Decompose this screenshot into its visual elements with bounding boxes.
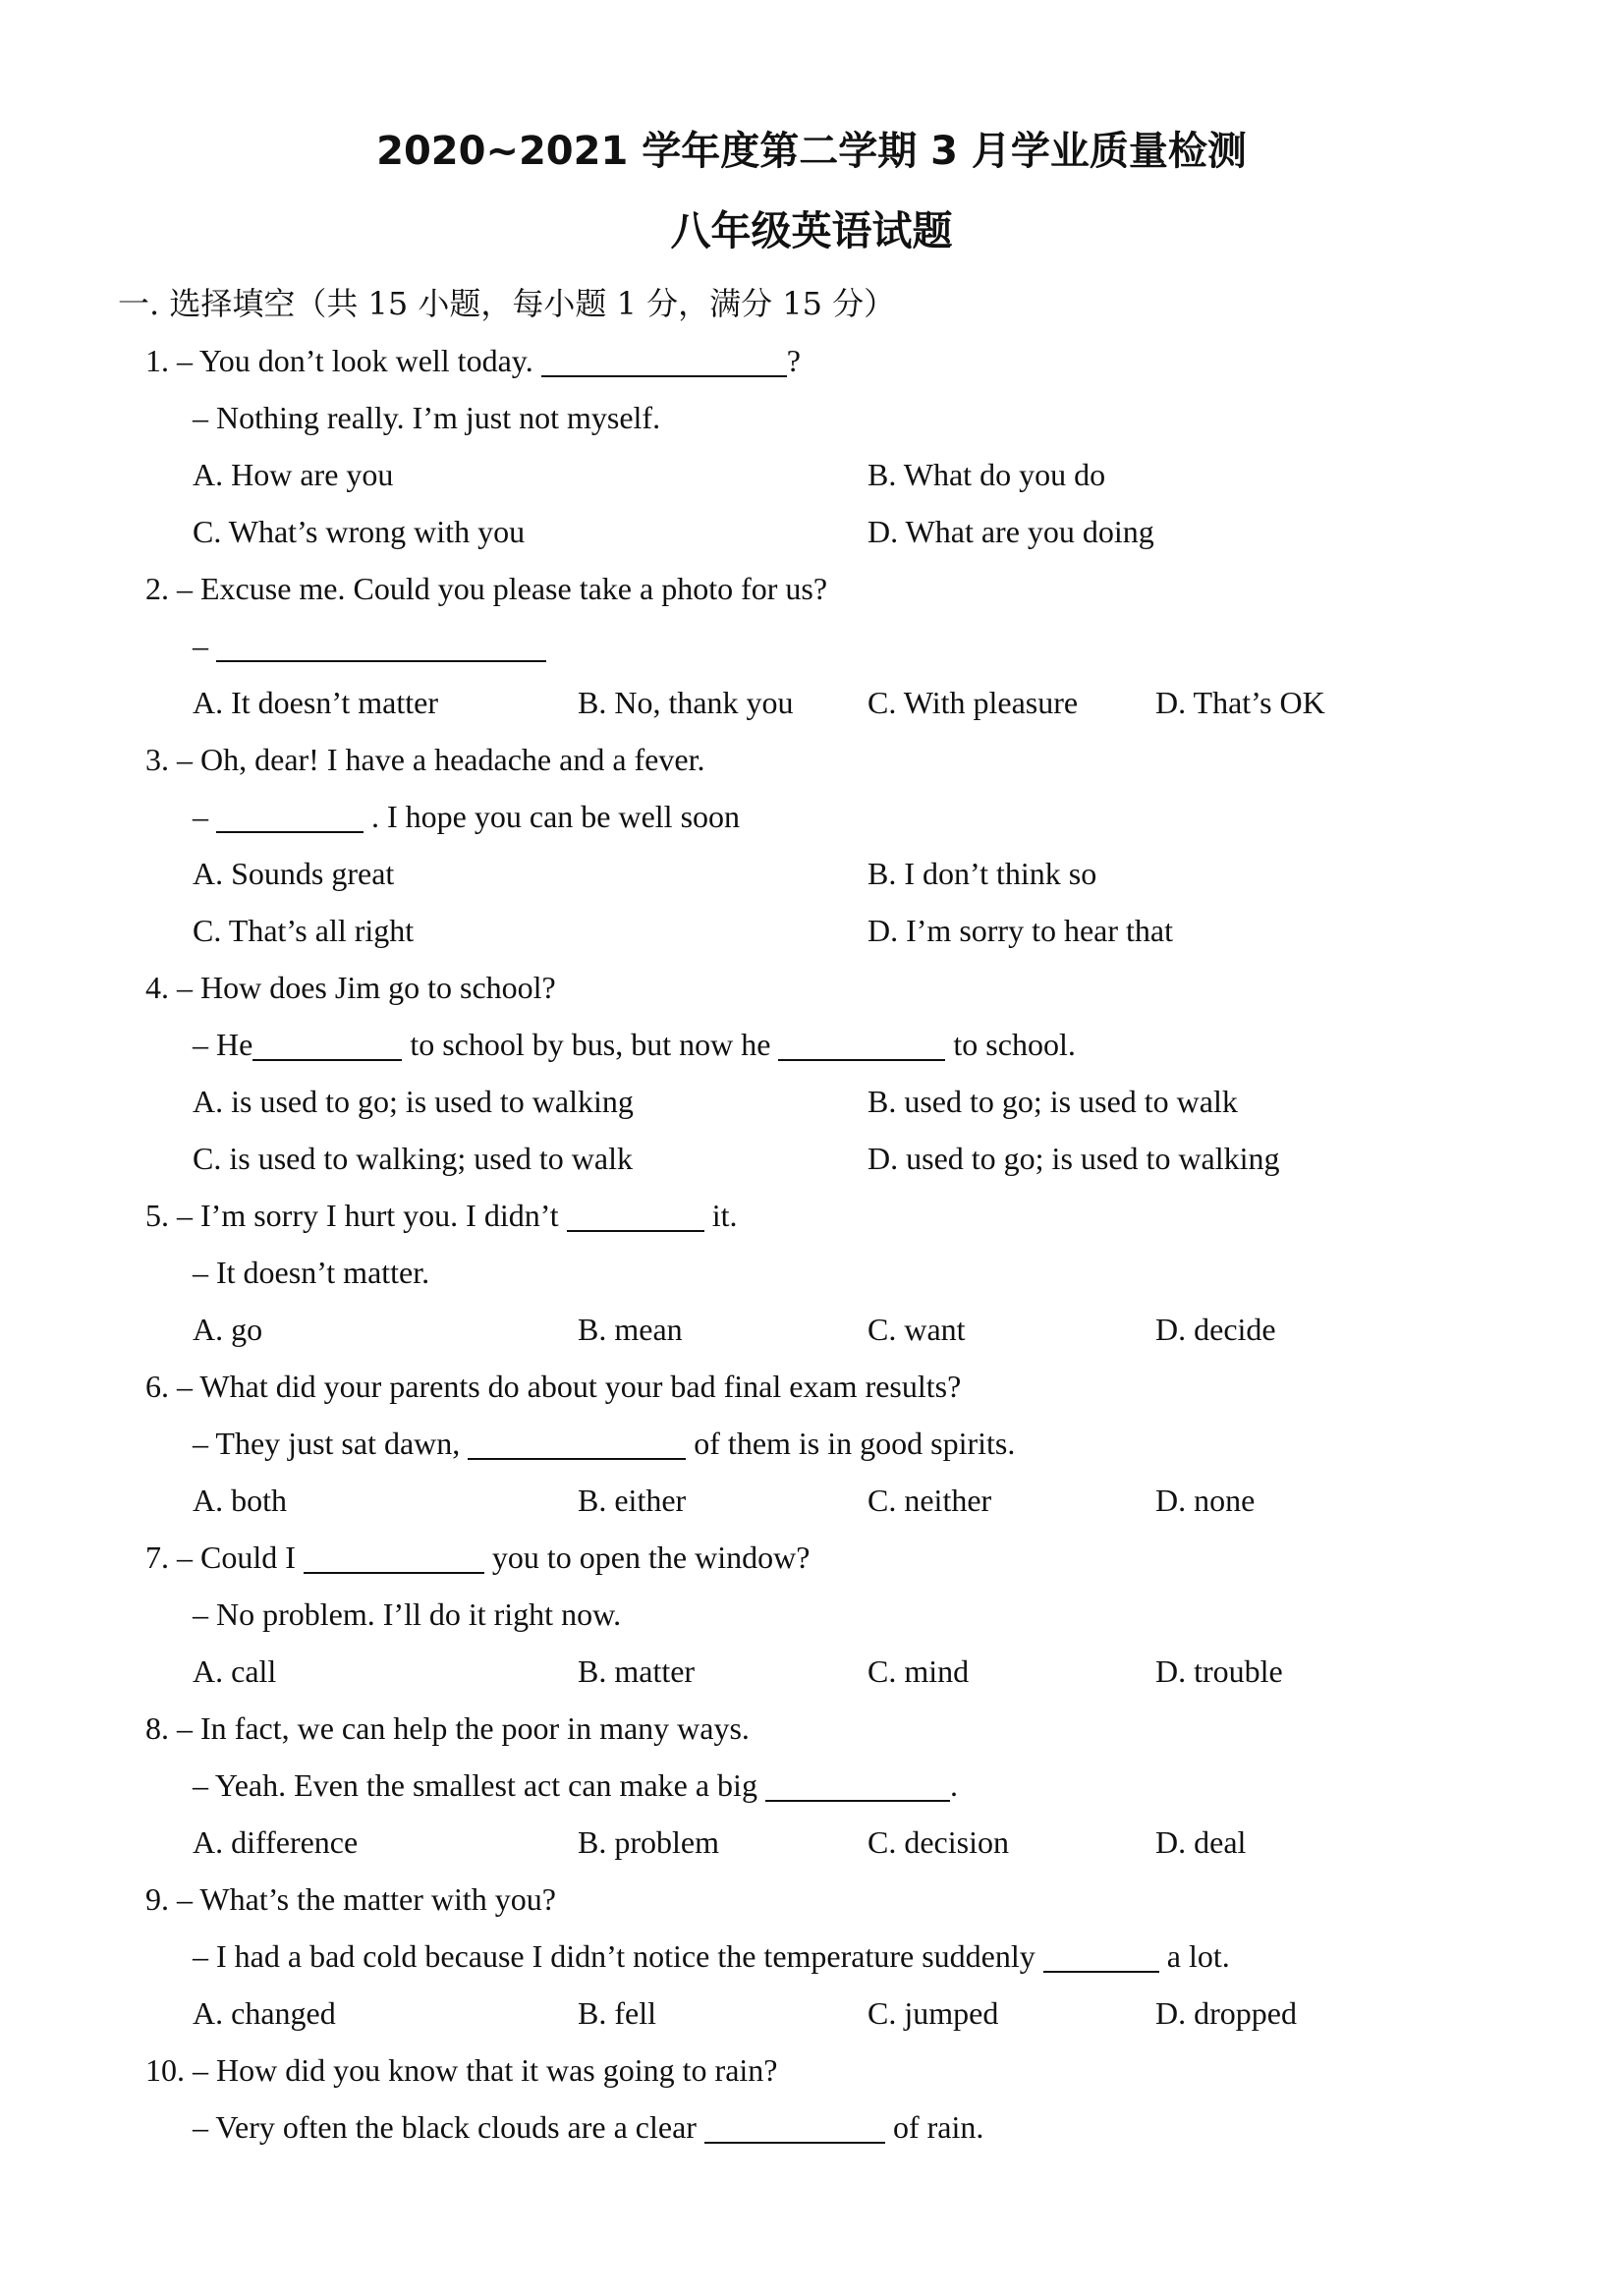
question-number: 1. bbox=[145, 343, 169, 378]
stem-text: – Could I bbox=[177, 1540, 296, 1575]
question-number: 4. bbox=[145, 970, 169, 1005]
question-stem bbox=[0, 731, 1623, 788]
option-b[interactable]: B. mean bbox=[578, 1312, 683, 1347]
answer-blank[interactable] bbox=[704, 2112, 885, 2144]
question-stem bbox=[0, 2042, 1623, 2099]
reply-text: – I had a bad cold because I didn’t notice the temperature suddenly bbox=[193, 1938, 1035, 1974]
reply-line bbox=[0, 788, 1623, 845]
option-d[interactable]: D. That’s OK bbox=[1155, 685, 1325, 720]
option-c[interactable]: C. That’s all right bbox=[193, 913, 415, 948]
option-a[interactable]: A. call bbox=[193, 1653, 277, 1689]
options-row bbox=[0, 1643, 1623, 1700]
question-stem bbox=[0, 560, 1623, 617]
question-6 bbox=[0, 1358, 1623, 1529]
question-number: 10. bbox=[145, 2052, 185, 2088]
option-a[interactable]: A. difference bbox=[193, 1824, 359, 1860]
answer-blank[interactable] bbox=[216, 631, 546, 662]
option-b[interactable]: B. What do you do bbox=[867, 457, 1106, 492]
question-stem bbox=[0, 1358, 1623, 1415]
option-d[interactable]: D. deal bbox=[1155, 1824, 1247, 1860]
option-c[interactable]: C. neither bbox=[867, 1483, 992, 1518]
question-number: 7. bbox=[145, 1540, 169, 1575]
option-d[interactable]: D. decide bbox=[1155, 1312, 1276, 1347]
question-2 bbox=[0, 560, 1623, 731]
exam-title: 2020~2021 学年度第二学期 3 月学业质量检测 bbox=[376, 129, 1247, 174]
option-a[interactable]: A. How are you bbox=[193, 457, 394, 492]
reply-dash: – bbox=[193, 628, 208, 663]
option-a[interactable]: A. Sounds great bbox=[193, 856, 395, 891]
question-number: 3. bbox=[145, 742, 169, 777]
reply-text: a lot. bbox=[1166, 1938, 1230, 1974]
option-a[interactable]: A. is used to go; is used to walking bbox=[193, 1084, 634, 1119]
answer-blank[interactable] bbox=[252, 1030, 402, 1061]
option-c[interactable]: C. jumped bbox=[867, 1995, 999, 2031]
options-row bbox=[0, 845, 1623, 902]
reply-text: – Very often the black clouds are a clear bbox=[193, 2109, 697, 2145]
answer-blank[interactable] bbox=[216, 802, 364, 833]
reply-text: to school. bbox=[953, 1027, 1076, 1062]
answer-blank[interactable] bbox=[765, 1770, 950, 1802]
stem-text-end: it. bbox=[711, 1198, 738, 1233]
option-c[interactable]: C. mind bbox=[867, 1653, 970, 1689]
answer-blank[interactable] bbox=[1043, 1941, 1159, 1973]
option-b[interactable]: B. fell bbox=[578, 1995, 656, 2031]
stem-text: – How did you know that it was going to rain? bbox=[193, 2052, 778, 2088]
option-b[interactable]: B. I don’t think so bbox=[867, 856, 1097, 891]
option-d[interactable]: D. used to go; is used to walking bbox=[867, 1141, 1280, 1176]
question-4 bbox=[0, 959, 1623, 1187]
option-a[interactable]: A. It doesn’t matter bbox=[193, 685, 439, 720]
stem-text: – How does Jim go to school? bbox=[177, 970, 556, 1005]
option-d[interactable]: D. What are you doing bbox=[867, 514, 1154, 549]
question-stem bbox=[0, 332, 1623, 389]
reply-text: . I hope you can be well soon bbox=[371, 799, 741, 834]
option-c[interactable]: C. decision bbox=[867, 1824, 1009, 1860]
reply-text: of them is in good spirits. bbox=[694, 1426, 1016, 1461]
answer-blank[interactable] bbox=[468, 1428, 686, 1460]
answer-blank[interactable] bbox=[541, 346, 787, 377]
question-1 bbox=[0, 332, 1623, 560]
question-number: 9. bbox=[145, 1881, 169, 1917]
reply-line bbox=[0, 617, 1623, 674]
options-row bbox=[0, 1472, 1623, 1529]
stem-text-end: ? bbox=[786, 343, 801, 378]
stem-text: – What’s the matter with you? bbox=[177, 1881, 556, 1917]
question-stem bbox=[0, 1700, 1623, 1757]
stem-text-end: you to open the window? bbox=[491, 1540, 811, 1575]
question-number: 8. bbox=[145, 1710, 169, 1746]
stem-text: – In fact, we can help the poor in many ways. bbox=[177, 1710, 750, 1746]
reply-line bbox=[0, 1757, 1623, 1814]
options-row bbox=[0, 1301, 1623, 1358]
reply-text: of rain. bbox=[892, 2109, 984, 2145]
options-row bbox=[0, 503, 1623, 560]
options-row bbox=[0, 446, 1623, 503]
option-b[interactable]: B. used to go; is used to walk bbox=[867, 1084, 1238, 1119]
question-10 bbox=[0, 2042, 1623, 2156]
reply-dash: – bbox=[193, 799, 208, 834]
option-d[interactable]: D. dropped bbox=[1155, 1995, 1297, 2031]
option-c[interactable]: C. What’s wrong with you bbox=[193, 514, 526, 549]
reply-text: to school by bus, but now he bbox=[410, 1027, 771, 1062]
stem-text: – I’m sorry I hurt you. I didn’t bbox=[177, 1198, 559, 1233]
reply-text: – They just sat dawn, bbox=[193, 1426, 461, 1461]
reply-text: – He bbox=[193, 1027, 253, 1062]
exam-subtitle: 八年级英语试题 bbox=[670, 207, 953, 254]
options-row bbox=[0, 902, 1623, 959]
question-7 bbox=[0, 1529, 1623, 1700]
option-b[interactable]: B. problem bbox=[578, 1824, 719, 1860]
question-number: 6. bbox=[145, 1369, 169, 1404]
question-stem bbox=[0, 1871, 1623, 1928]
question-number: 5. bbox=[145, 1198, 169, 1233]
answer-blank[interactable] bbox=[304, 1542, 484, 1574]
question-8 bbox=[0, 1700, 1623, 1871]
option-d[interactable]: D. none bbox=[1155, 1483, 1256, 1518]
answer-blank[interactable] bbox=[567, 1201, 704, 1232]
reply-line bbox=[0, 1928, 1623, 1985]
option-d[interactable]: D. I’m sorry to hear that bbox=[867, 913, 1174, 948]
stem-text: – Oh, dear! I have a headache and a fever. bbox=[177, 742, 705, 777]
option-a[interactable]: A. both bbox=[193, 1483, 287, 1518]
question-number: 2. bbox=[145, 571, 169, 606]
option-a[interactable]: A. changed bbox=[193, 1995, 336, 2031]
options-row bbox=[0, 1073, 1623, 1130]
option-c[interactable]: C. want bbox=[867, 1312, 966, 1347]
option-b[interactable]: B. No, thank you bbox=[578, 685, 794, 720]
options-row bbox=[0, 1985, 1623, 2042]
reply-line: – No problem. I’ll do it right now. bbox=[193, 1596, 622, 1632]
section-heading: 一. 选择填空（共 15 小题，每小题 1 分，满分 15 分） bbox=[118, 285, 896, 322]
reply-text: – Yeah. Even the smallest act can make a big bbox=[193, 1767, 757, 1803]
reply-line: – Nothing really. I’m just not myself. bbox=[193, 400, 661, 435]
option-b[interactable]: B. either bbox=[578, 1483, 687, 1518]
question-list bbox=[0, 332, 1623, 2156]
question-3 bbox=[0, 731, 1623, 959]
reply-line bbox=[0, 1016, 1623, 1073]
reply-text: . bbox=[949, 1767, 958, 1803]
option-d[interactable]: D. trouble bbox=[1155, 1653, 1283, 1689]
option-b[interactable]: B. matter bbox=[578, 1653, 696, 1689]
question-9 bbox=[0, 1871, 1623, 2042]
options-row bbox=[0, 1814, 1623, 1871]
option-a[interactable]: A. go bbox=[193, 1312, 263, 1347]
options-row bbox=[0, 1130, 1623, 1187]
question-5 bbox=[0, 1187, 1623, 1358]
reply-line: – It doesn’t matter. bbox=[193, 1255, 430, 1290]
options-row bbox=[0, 674, 1623, 731]
answer-blank[interactable] bbox=[778, 1030, 945, 1061]
question-stem bbox=[0, 1529, 1623, 1586]
reply-line bbox=[0, 2099, 1623, 2156]
question-stem bbox=[0, 959, 1623, 1016]
stem-text: – Excuse me. Could you please take a photo for us? bbox=[177, 571, 828, 606]
stem-text: – What did your parents do about your bad final exam results? bbox=[177, 1369, 962, 1404]
reply-line bbox=[0, 1415, 1623, 1472]
option-c[interactable]: C. With pleasure bbox=[867, 685, 1079, 720]
option-c[interactable]: C. is used to walking; used to walk bbox=[193, 1141, 633, 1176]
question-stem bbox=[0, 1187, 1623, 1244]
stem-text: – You don’t look well today. bbox=[177, 343, 533, 378]
